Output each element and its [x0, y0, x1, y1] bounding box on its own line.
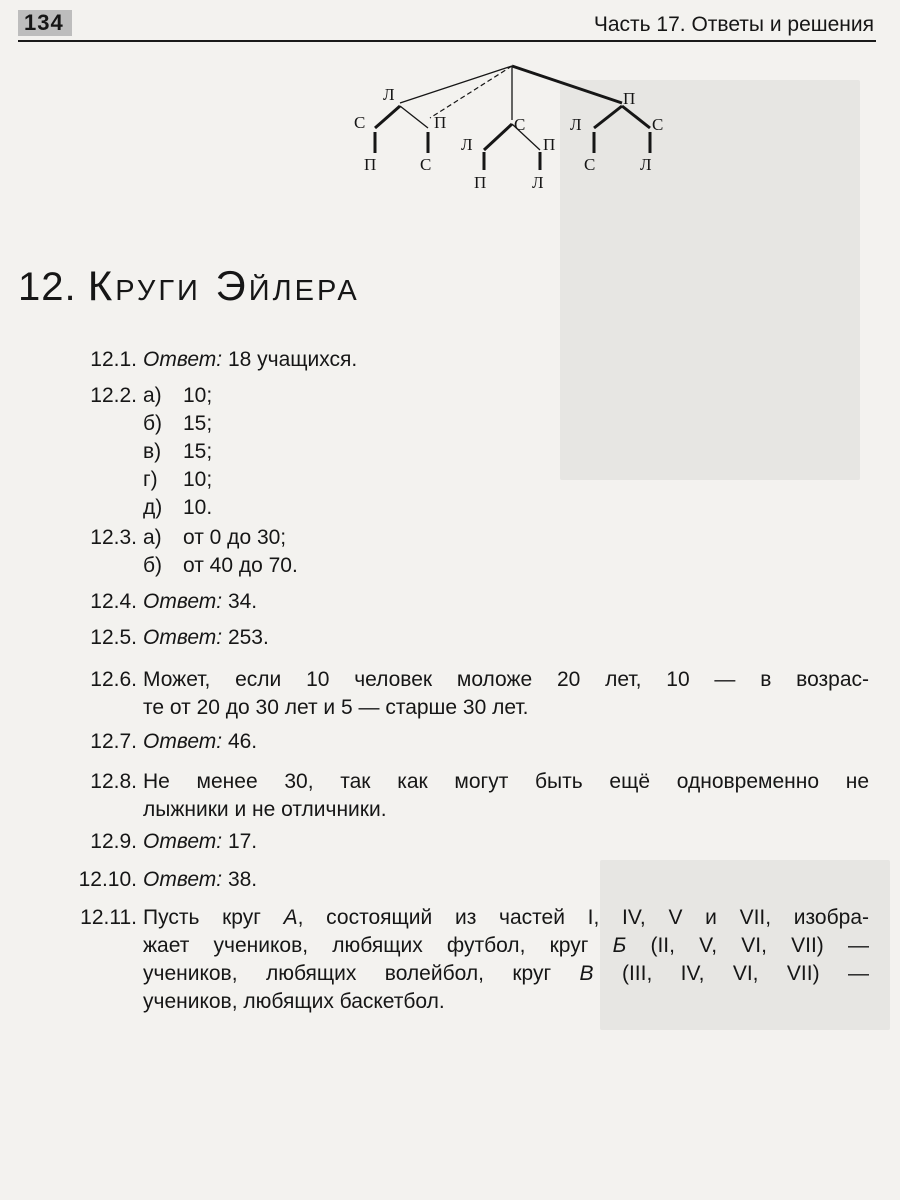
tree-node: Л [383, 85, 395, 104]
answer-text-line: учеников, любящих волейбол, круг В (III, IV, VI, VII) — [143, 962, 869, 985]
entry-number: 12.7. [90, 730, 137, 753]
tree-edge [375, 106, 400, 128]
answer-label: Ответ: [143, 590, 223, 613]
list-item: б) 15; [143, 412, 213, 435]
answer-text: 46. [227, 730, 258, 753]
tree-node: П [543, 135, 556, 154]
tree-edge [430, 66, 512, 118]
tree-node: С [514, 115, 526, 134]
entry-number: 12.4. [90, 590, 137, 613]
entry-number: 12.6. [90, 668, 137, 691]
answer-label: Ответ: [143, 868, 223, 891]
section-title-text: Круги Эйлера [87, 262, 360, 309]
list-item: д) 10. [143, 496, 213, 519]
tree-node: П [623, 89, 636, 108]
answer-text: 34. [227, 590, 258, 613]
answer-text: 38. [227, 868, 258, 891]
tree-edge [484, 124, 512, 150]
tree-node: С [584, 155, 596, 174]
answer-text-line: учеников, любящих баскетбол. [143, 990, 445, 1013]
tree-node: П [364, 155, 377, 174]
tree-node: П [474, 173, 487, 192]
list-item: г) 10; [143, 468, 213, 491]
list-item: а) от 0 до 30; [143, 526, 287, 549]
answer-text: те от 20 до 30 лет и 5 — старше 30 лет. [143, 696, 529, 719]
page-number: 134 [18, 10, 72, 36]
entry-number: 12.8. [90, 770, 137, 793]
entry-number: 12.3. [90, 526, 137, 549]
decision-tree-diagram [330, 58, 690, 198]
tree-node: Л [570, 115, 582, 134]
tree-node: П [434, 113, 447, 132]
answer-label: Ответ: [143, 830, 223, 853]
entry-number: 12.1. [90, 348, 137, 371]
tree-edge [622, 106, 650, 128]
answer-text-line: Пусть круг А, состоящий из частей I, IV, V и VII, изобра- [143, 906, 869, 929]
tree-edge [400, 106, 428, 128]
tree-edge [594, 106, 622, 128]
answer-text: Может, если 10 человек моложе 20 лет, 10 — в возрас- [143, 668, 869, 691]
section-number: 12. [18, 265, 77, 309]
tree-node: С [652, 115, 664, 134]
entry-number: 12.5. [90, 626, 137, 649]
tree-edge [512, 66, 622, 103]
entry-number: 12.2. [90, 384, 137, 407]
tree-node: С [420, 155, 432, 174]
answer-label: Ответ: [143, 626, 223, 649]
answer-text: лыжники и не отличники. [143, 798, 387, 821]
list-item: в) 15; [143, 440, 213, 463]
answer-text: 253. [227, 626, 269, 649]
entry-number: 12.11. [80, 906, 137, 929]
answer-text: Не менее 30, так как могут быть ещё одновременно не [143, 770, 869, 793]
answer-label: Ответ: [143, 348, 223, 371]
answer-text-line: жает учеников, любящих футбол, круг Б (II, V, VI, VII) — [143, 934, 869, 957]
tree-edge [512, 124, 540, 150]
list-item: а) 10; [143, 384, 213, 407]
answer-text: 18 учащихся. [227, 348, 358, 371]
running-head: Часть 17. Ответы и решения [593, 13, 874, 36]
tree-node: Л [461, 135, 473, 154]
entry-number: 12.10. [78, 868, 137, 891]
tree-node: С [354, 113, 366, 132]
list-item: б) от 40 до 70. [143, 554, 298, 577]
page-header [18, 6, 876, 42]
answer-text: 17. [227, 830, 258, 853]
tree-edge [400, 66, 512, 103]
tree-node: Л [532, 173, 544, 192]
section-title [18, 262, 360, 311]
tree-node: Л [640, 155, 652, 174]
entry-number: 12.9. [90, 830, 137, 853]
answer-label: Ответ: [143, 730, 223, 753]
